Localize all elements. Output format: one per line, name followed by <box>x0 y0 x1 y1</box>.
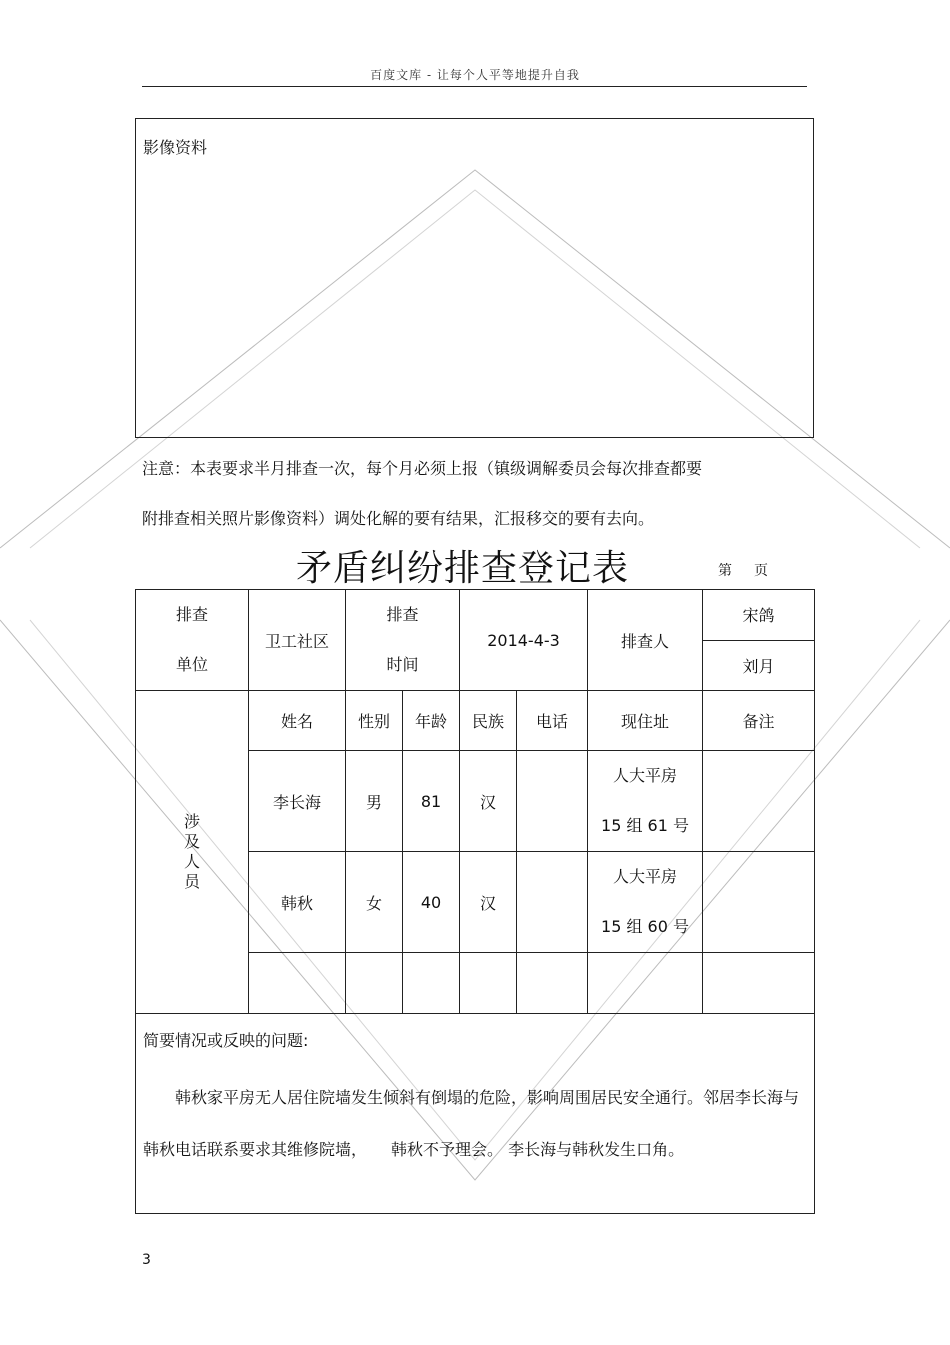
person-name: 韩秋 <box>249 852 346 953</box>
unit-value: 卫工社区 <box>249 590 346 691</box>
summary-title: 简要情况或反映的问题: <box>143 1031 309 1050</box>
photo-section <box>135 118 814 438</box>
page-label-prefix: 第 <box>718 563 732 579</box>
address-line-1: 人大平房 <box>613 766 678 785</box>
column-header-age: 年龄 <box>403 691 460 751</box>
empty-cell <box>588 953 703 1014</box>
person-ethnicity: 汉 <box>460 751 517 852</box>
person-age: 40 <box>403 852 460 953</box>
empty-cell <box>517 953 588 1014</box>
person-gender: 男 <box>346 751 403 852</box>
address-line-1: 人大平房 <box>613 867 678 886</box>
person-label: 排查人 <box>588 590 703 691</box>
column-header-name: 姓名 <box>249 691 346 751</box>
involved-char-2: 及 <box>183 832 200 851</box>
empty-cell <box>249 953 346 1014</box>
person-address <box>588 852 703 953</box>
time-label-line-2: 时间 <box>386 655 419 674</box>
register-table <box>135 589 815 1214</box>
address-line-2: 15 组 61 号 <box>601 816 689 835</box>
involved-char-3: 人 <box>183 852 200 871</box>
time-value: 2014-4-3 <box>460 590 588 691</box>
empty-cell <box>460 953 517 1014</box>
column-header-phone: 电话 <box>517 691 588 751</box>
time-label-line-1: 排查 <box>386 605 419 624</box>
empty-cell <box>703 953 815 1014</box>
empty-cell <box>346 953 403 1014</box>
person-age: 81 <box>403 751 460 852</box>
page-label-suffix: 页 <box>754 563 768 579</box>
page-number: 3 <box>142 1252 151 1268</box>
involved-char-4: 员 <box>183 872 200 891</box>
page-label <box>718 560 768 580</box>
address-line-2: 15 组 60 号 <box>601 917 689 936</box>
person-gender: 女 <box>346 852 403 953</box>
summary-text: 韩秋家平房无人居住院墙发生倾斜有倒塌的危险，影响周围居民安全通行。邻居李长海与韩秋电话联系要求其维修院墙， 韩秋不予理会。 李长海与韩秋发生口角。 <box>143 1088 800 1159</box>
person-name: 李长海 <box>249 751 346 852</box>
unit-label-line-2: 单位 <box>175 655 208 674</box>
column-header-remark: 备注 <box>703 691 815 751</box>
person-address <box>588 751 703 852</box>
person-phone <box>517 852 588 953</box>
person-remark <box>703 852 815 953</box>
column-header-gender: 性别 <box>346 691 403 751</box>
time-label-cell <box>346 590 460 691</box>
page-header: 百度文库 - 让每个人平等地提升自我 <box>370 68 580 82</box>
person-2: 刘月 <box>703 640 815 691</box>
column-header-ethnicity: 民族 <box>460 691 517 751</box>
unit-label-line-1: 排查 <box>175 605 208 624</box>
person-phone <box>517 751 588 852</box>
note-line-2: 附排查相关照片影像资料）调处化解的要有结果，汇报移交的要有去向。 <box>142 509 655 528</box>
photo-section-label: 影像资料 <box>143 138 208 157</box>
column-header-address: 现住址 <box>588 691 703 751</box>
header-divider <box>142 86 807 87</box>
person-1: 宋鸽 <box>703 590 815 641</box>
person-remark <box>703 751 815 852</box>
involved-char-1: 涉 <box>183 812 200 831</box>
empty-cell <box>403 953 460 1014</box>
note-line-1: 注意：本表要求半月排查一次，每个月必须上报（镇级调解委员会每次排查都要 <box>142 459 703 478</box>
unit-label-cell <box>136 590 249 691</box>
person-ethnicity: 汉 <box>460 852 517 953</box>
summary-section <box>136 1014 815 1214</box>
form-title: 矛盾纠纷排查登记表 <box>296 548 630 589</box>
involved-persons-label <box>136 691 249 1014</box>
